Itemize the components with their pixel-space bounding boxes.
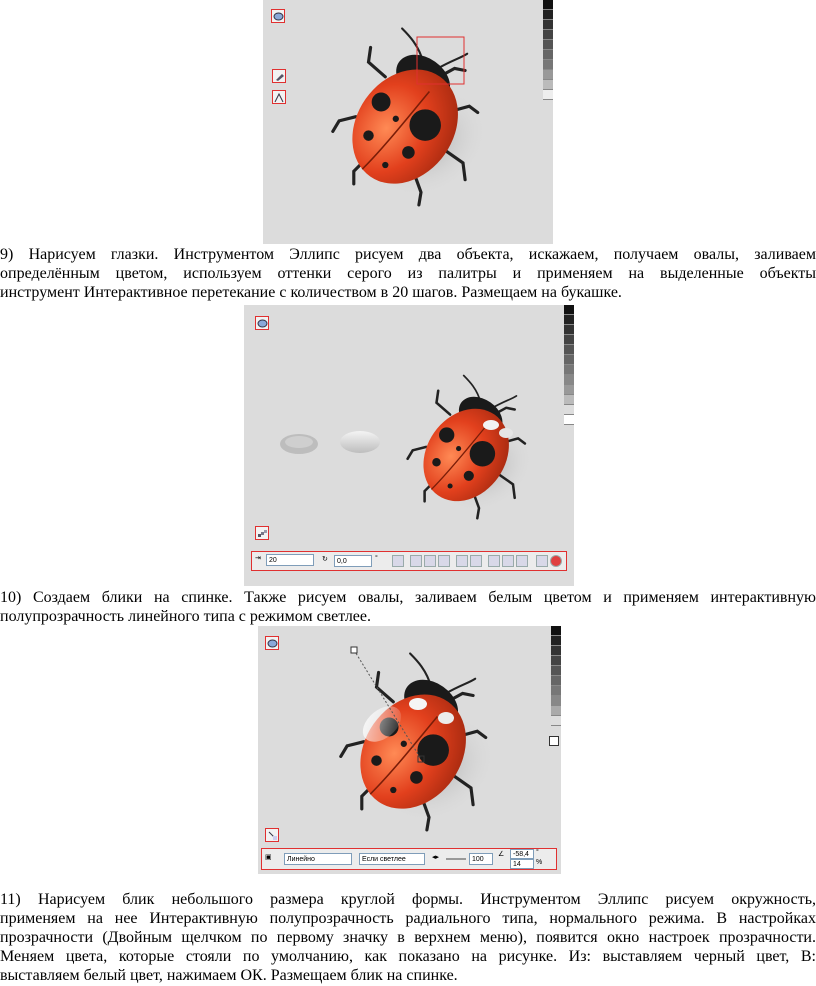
blend-property-bar [251, 551, 567, 571]
text-line: инструмент Интерактивное перетекание с количеством в 20 шагов. Размещаем на букашке. [0, 284, 622, 301]
text-line: 10) Создаем блики на спинке. Также рисуем овалы, заливаем белым цветом и применяем интерактивную [0, 589, 816, 606]
paragraph-step-11 [0, 890, 816, 985]
steps-icon: ⇥ [255, 555, 261, 562]
text-line: прозрачности (Двойным щелчком по первому значку в верхнем меню), появится окно настроек прозрачности. [0, 929, 816, 946]
eye-oval-light [340, 431, 380, 453]
blend-steps-input[interactable]: 20 [266, 554, 314, 566]
angle-unit: ° [536, 849, 539, 856]
paragraph-step-9 [0, 245, 816, 302]
percent-unit: % [536, 859, 543, 866]
blend-offset-input[interactable]: 0,0 [334, 555, 372, 567]
direct-blend-button[interactable] [410, 555, 422, 567]
ladybug-illustration [263, 0, 553, 244]
color-acceleration-button[interactable] [470, 555, 482, 567]
loop-blend-button[interactable] [392, 555, 404, 567]
text-line: 11) Нарисуем блик небольшого размера круглой формы. Инструментом Эллипс рисуем окружность, [0, 891, 816, 908]
transparency-property-bar [261, 848, 557, 870]
vector-start-handle [351, 647, 357, 653]
degree-sign: ° [375, 555, 378, 562]
border-input[interactable]: 14 [510, 859, 534, 869]
angle-input[interactable]: -58,4 [510, 849, 534, 859]
start-end-button[interactable] [502, 555, 514, 567]
paragraph-step-10 [0, 588, 816, 626]
text-line: 9) Нарисуем глазки. Инструментом Эллипс рисуем два объекта, искажаем, получаем овалы, заливаем [0, 246, 816, 263]
text-line: выставляем белый цвет, нажимаем ОК. Размещаем блик на спинке. [0, 967, 458, 984]
transparency-icon: ▣ [265, 854, 272, 861]
path-properties-button[interactable] [516, 555, 528, 567]
figure-step-9 [244, 305, 574, 586]
object-acceleration-button[interactable] [456, 555, 468, 567]
text-line: применяем на нее Интерактивную полупрозрачность радиального типа, нормального режима. В настройках [0, 910, 816, 927]
text-line: определённым цветом, используем оттенки серого из палитры и применяем на выделенные объекты [0, 265, 816, 282]
rotation-icon: ↻ [322, 556, 328, 563]
text-line: полупрозрачность линейного типа с режимом светлее. [0, 608, 372, 625]
ladybug-with-eyes [244, 305, 574, 586]
counterclockwise-blend-button[interactable] [438, 555, 450, 567]
transparency-slider[interactable] [446, 858, 466, 860]
text-line: Меняем цвета, которые стояли по умолчанию, как показано на рисунке. Из: выставляем черный цвет, В: [0, 948, 816, 965]
clear-blend-button[interactable] [550, 555, 562, 567]
figure-step-10 [258, 626, 561, 874]
figure-step-8 [263, 0, 553, 244]
transparency-type-select[interactable]: Линейно [284, 853, 352, 865]
angle-icon: ∠ [498, 851, 505, 858]
slider-icon: ◂▸ [432, 854, 440, 861]
merge-mode-select[interactable]: Если светлее [359, 853, 425, 865]
clockwise-blend-button[interactable] [424, 555, 436, 567]
transparency-value-input[interactable]: 100 [469, 853, 493, 865]
misc-options-button[interactable] [488, 555, 500, 567]
ladybug-with-highlights [258, 626, 561, 874]
copy-blend-button[interactable] [536, 555, 548, 567]
